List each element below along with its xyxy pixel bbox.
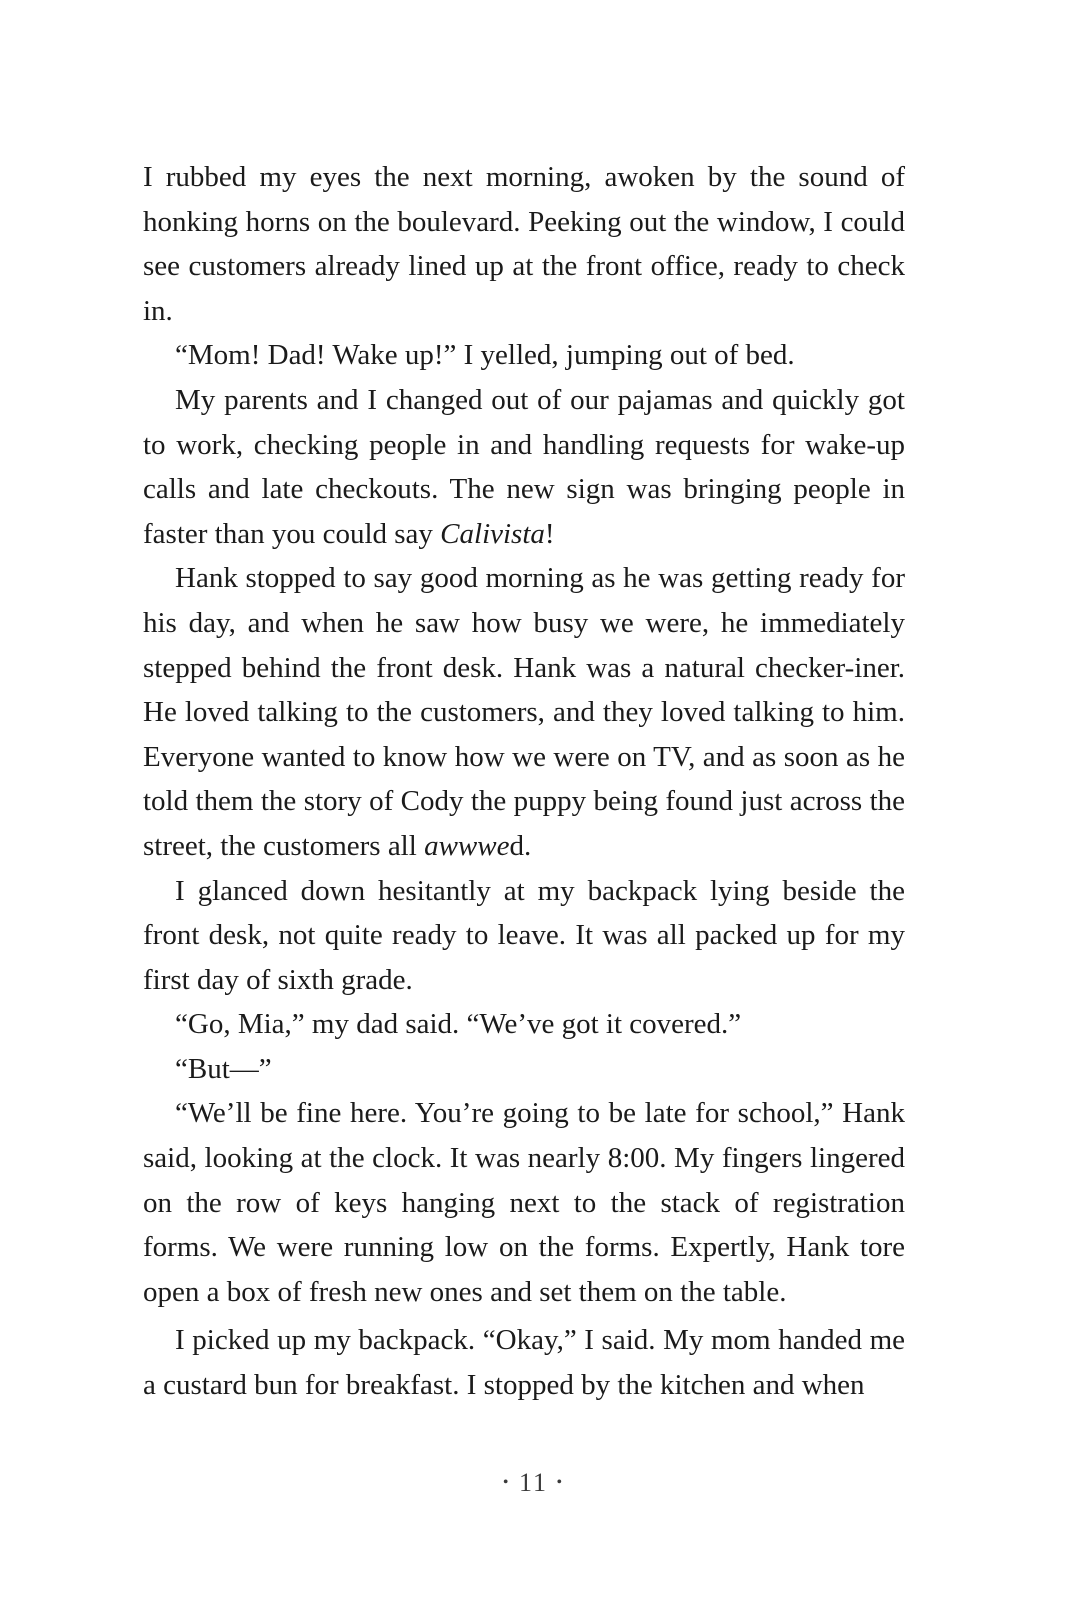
paragraph [143, 155, 905, 333]
paragraph-text: ! [544, 517, 555, 550]
paragraph [143, 1047, 905, 1092]
italic-text: Calivista [440, 517, 545, 550]
paragraph-text: “We’ll be fine here. You’re going to be late for school,” Hank said, looking at the clock. It was nearly 8:00. My fingers lingered on the row of keys hanging next to the stack of registration forms. We were running low on the forms. Expertly, Hank tore open a box of fresh new ones and set them on the table. [143, 1097, 905, 1308]
paragraph-text: “Mom! Dad! Wake up!” I yelled, jumping out of bed. [175, 339, 795, 372]
folio-dot-left: • [502, 1474, 511, 1492]
italic-text: awwwe [424, 829, 510, 862]
paragraph-text: d. [509, 829, 532, 862]
body-text [143, 155, 905, 1408]
paragraph-text: Hank stopped to say good morning as he was getting ready for his day, and when he saw how busy we were, he immediately stepped behind the front desk. Hank was a natural checker-iner. He loved talking to the customers, and they loved talking to him. Everyone wanted to know how we were on TV, and as soon as he told them the story of Cody the puppy being found just across the street, the customers all [143, 562, 905, 862]
paragraph-text: I rubbed my eyes the next morning, awoken by the sound of honking horns on the boulevard. Peeking out the window, I could see customers already lined up at the front office, ready to check in. [143, 161, 905, 327]
paragraph-text: I glanced down hesitantly at my backpack lying beside the front desk, not quite ready to leave. It was all packed up for my first day of sixth grade. [143, 874, 905, 996]
page-number: 11 [518, 1468, 549, 1497]
paragraph [143, 1091, 905, 1314]
paragraph [143, 333, 905, 378]
paragraph-text: I picked up my backpack. “Okay,” I said. My mom handed me a custard bun for breakfast. I stopped by the kitchen and when [143, 1324, 905, 1402]
paragraph [143, 1318, 905, 1407]
paragraph [143, 1002, 905, 1047]
folio-dot-right: • [556, 1474, 565, 1492]
paragraph [143, 556, 905, 868]
paragraph [143, 869, 905, 1003]
paragraph-text: “But—” [175, 1052, 272, 1085]
paragraph [143, 378, 905, 556]
page-folio [0, 1468, 1067, 1498]
paragraph-text: My parents and I changed out of our pajamas and quickly got to work, checking people in and handling requests for wake-up calls and late checkouts. The new sign was bringing people in faster than you could say [143, 383, 905, 550]
paragraph-text: “Go, Mia,” my dad said. “We’ve got it covered.” [175, 1008, 742, 1041]
